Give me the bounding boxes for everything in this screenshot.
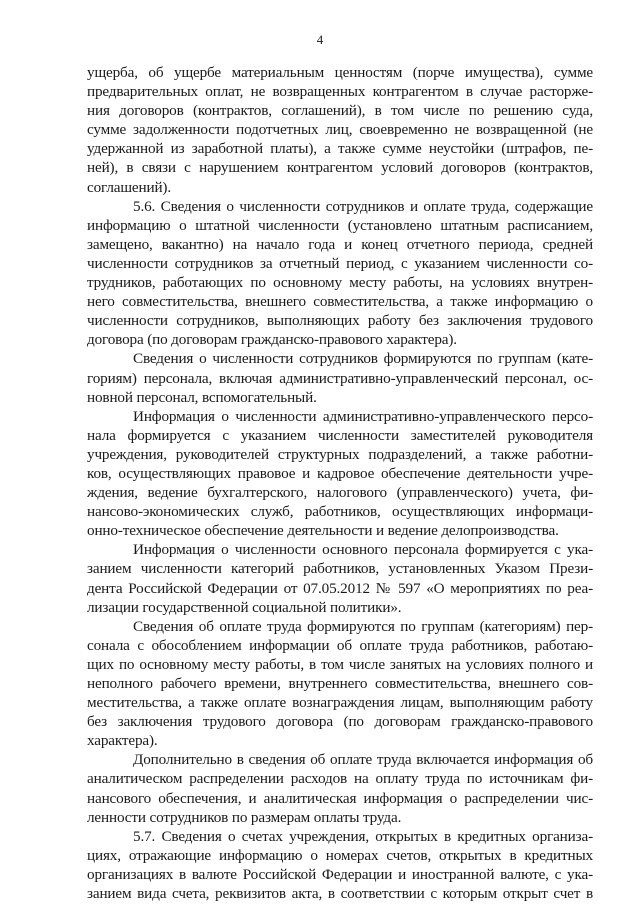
text-line: гориям) персонала, включая административно-управленческий персонал, ос- bbox=[87, 369, 593, 387]
text-line: Сведения об оплате труда формируются по группам (категориям) пер- bbox=[133, 617, 593, 635]
text-line: организациях в валюте Российской Федерации и иностранной валюте, с ука- bbox=[87, 865, 593, 883]
text-line: щих по основному месту работы, в том числе занятых на условиях полного и bbox=[87, 655, 593, 673]
text-line: нала формируется с указанием численности заместителей руководителя bbox=[87, 426, 593, 444]
text-line: договора (по договорам гражданско-правового характера). bbox=[87, 331, 457, 349]
text-line: учреждения, руководителей структурных подразделений, а также работни- bbox=[87, 445, 593, 463]
text-line: аналитическом распределении расходов на оплату труда по источникам фи- bbox=[87, 770, 593, 788]
paragraph bbox=[87, 63, 593, 197]
paragraph bbox=[87, 407, 593, 541]
text-line: ния договоров (контрактов, соглашений), в том числе по решению суда, bbox=[87, 102, 593, 120]
paragraph bbox=[87, 827, 593, 903]
text-line: предварительных оплат, не возвращенных контрагентом в случае расторже- bbox=[87, 83, 593, 101]
text-line: ней), в связи с нарушением контрагентом условий договоров (контрактов, bbox=[87, 159, 593, 177]
text-line: 5.7. Сведения о счетах учреждения, открытых в кредитных организа- bbox=[133, 827, 593, 845]
text-line: занием вида счета, реквизитов акта, в соответствии с которым открыт счет в bbox=[87, 885, 593, 903]
text-line: сонала с обособлением информации об оплате труда работников, работаю- bbox=[87, 636, 593, 654]
text-line: нансового обеспечения, и аналитическая информация о распределении чис- bbox=[87, 789, 593, 807]
paragraph bbox=[87, 197, 593, 350]
text-line: местительства, а также оплате вознаграждения лицам, выполняющим работу bbox=[87, 694, 593, 712]
text-line: сумме задолженности подотчетных лиц, своевременно не возвращенной (не bbox=[87, 121, 593, 139]
text-line: ленности сотрудников по размерам оплаты труда. bbox=[87, 808, 402, 826]
text-line: Сведения о численности сотрудников формируются по группам (кате- bbox=[133, 350, 593, 368]
text-line: новной персонал, вспомогательный. bbox=[87, 388, 317, 406]
text-line: онно-техническое обеспечение деятельности и ведение делопроизводства. bbox=[87, 522, 559, 540]
text-line: неполного рабочего времени, внутреннего совместительства, внешнего сов- bbox=[87, 675, 593, 692]
text-line: характера). bbox=[87, 732, 158, 750]
text-line: дента Российской Федерации от 07.05.2012 № 597 «О мероприятиях по реа- bbox=[87, 579, 593, 597]
text-line: соглашений). bbox=[87, 178, 171, 196]
document-body bbox=[87, 63, 593, 903]
text-line: ущерба, об ущербе материальным ценностям (порче имущества), сумме bbox=[87, 64, 593, 81]
text-line: 5.6. Сведения о численности сотрудников и оплате труда, содержащие bbox=[133, 197, 593, 215]
text-line: занием численности категорий работников, установленных Указом Прези- bbox=[87, 560, 593, 578]
text-line: удержанной из заработной платы), а также сумме неустойки (штрафов, пе- bbox=[87, 140, 593, 158]
text-line: информацию о штатной численности (установлено штатным расписанием, bbox=[87, 216, 593, 234]
text-line: него совместительства, внешнего совместительства, а также информацию о bbox=[87, 293, 593, 311]
text-line: циях, отражающие информацию о номерах счетов, открытых в кредитных bbox=[87, 846, 593, 864]
text-line: без заключения трудового договора (по договорам гражданско-правового bbox=[87, 713, 593, 731]
text-line: Дополнительно в сведения об оплате труда включается информация об bbox=[133, 751, 593, 769]
page-number: 4 bbox=[316, 32, 324, 47]
paragraph bbox=[87, 540, 593, 616]
text-line: лизации государственной социальной политики». bbox=[87, 598, 402, 616]
paragraph bbox=[87, 750, 593, 826]
text-line: Информация о численности административно-управленческого персо- bbox=[133, 407, 593, 425]
text-line: численности сотрудников, выполняющих работу без заключения трудового bbox=[87, 312, 593, 330]
text-line: ждения, ведение бухгалтерского, налогового (управленческого) учета, фи- bbox=[87, 484, 593, 502]
text-line: Информация о численности основного персонала формируется с ука- bbox=[133, 541, 593, 559]
text-line: ков, осуществляющих правовое и кадровое обеспечение деятельности учре- bbox=[87, 464, 593, 482]
text-line: нансово-экономических служб, работников, осуществляющих информаци- bbox=[87, 503, 593, 521]
text-line: трудников, работающих по основному месту работы, на условиях внутрен- bbox=[87, 274, 593, 292]
paragraph bbox=[87, 349, 593, 406]
text-line: численности сотрудников за отчетный период, с указанием численности со- bbox=[87, 254, 593, 272]
text-line: замещено, вакантно) на начало года и конец отчетного периода, средней bbox=[87, 235, 593, 253]
paragraph bbox=[87, 617, 593, 751]
